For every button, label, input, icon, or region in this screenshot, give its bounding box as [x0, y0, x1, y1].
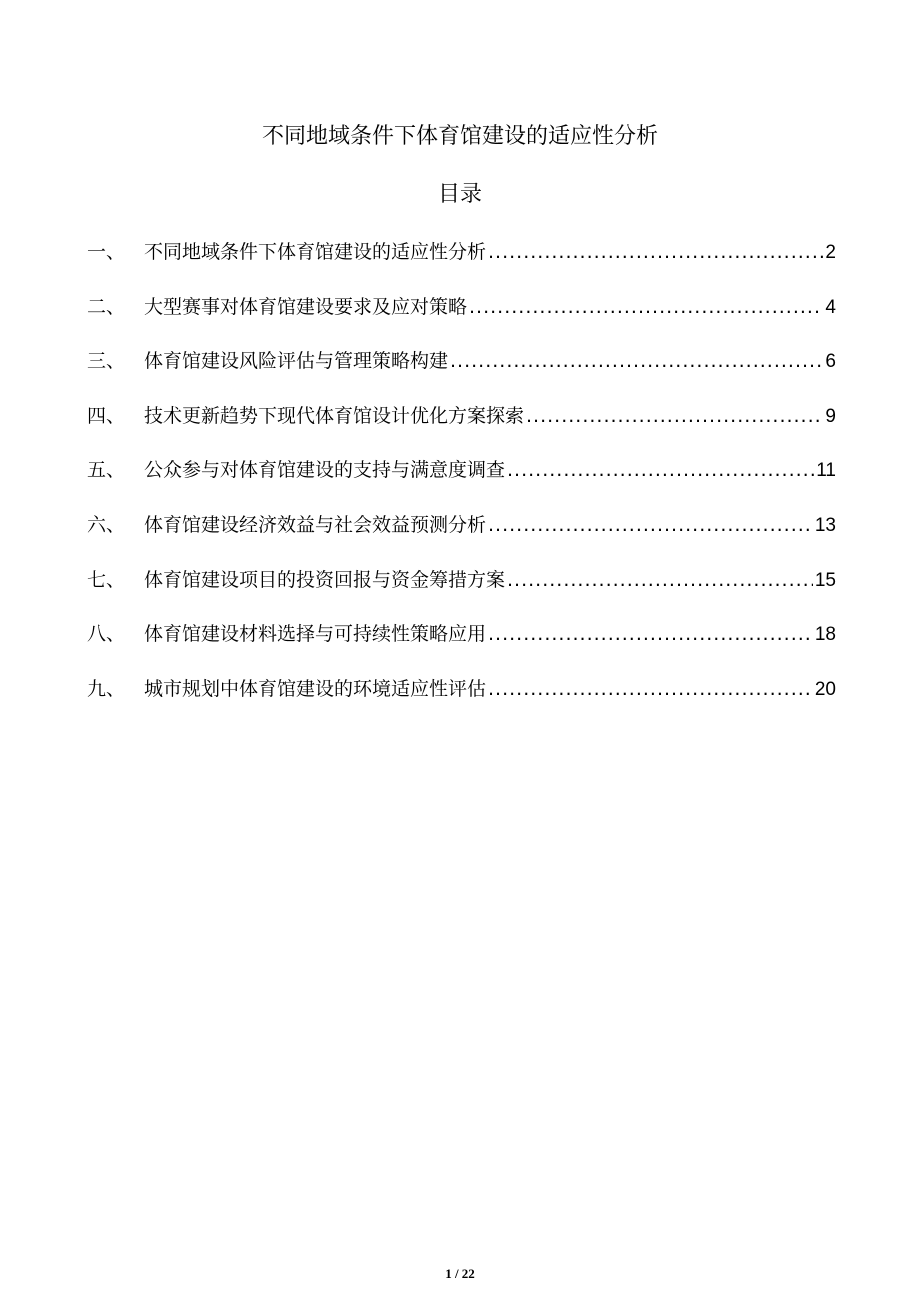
toc-entry-page: 18	[814, 624, 836, 646]
toc-entry-number: 七、	[87, 568, 126, 591]
toc-dot-leader	[488, 507, 813, 543]
toc-entry-page: 9	[825, 405, 836, 427]
page-number-footer: 1 / 22	[445, 1266, 475, 1281]
toc-entry-title: 公众参与对体育馆建设的支持与满意度调查	[144, 459, 506, 482]
toc-entry-number: 四、	[87, 404, 126, 427]
toc-entry-title: 体育馆建设材料选择与可持续性策略应用	[144, 623, 487, 646]
toc-entry-1[interactable]	[87, 234, 836, 270]
toc-entry-title: 不同地域条件下体育馆建设的适应性分析	[144, 241, 487, 263]
toc-entry-8[interactable]	[87, 616, 836, 652]
toc-dot-leader	[526, 398, 823, 434]
toc-heading: 目录	[437, 182, 482, 207]
toc-entry-number: 九、	[87, 677, 126, 700]
toc-entry-page: 11	[816, 460, 836, 482]
toc-entry-title: 体育馆建设项目的投资回报与资金筹措方案	[144, 568, 506, 591]
toc-entry-title: 城市规划中体育馆建设的环境适应性评估	[144, 677, 487, 700]
toc-entry-9[interactable]	[87, 671, 836, 707]
toc-entry-3[interactable]	[87, 343, 836, 379]
toc-entry-page: 2	[825, 242, 836, 263]
toc-dot-leader	[488, 671, 813, 707]
toc-entry-title: 体育馆建设经济效益与社会效益预测分析	[144, 513, 487, 536]
toc-entry-7[interactable]	[87, 562, 836, 598]
toc-dot-leader	[469, 289, 823, 325]
toc-entry-title: 大型赛事对体育馆建设要求及应对策略	[144, 295, 468, 318]
toc-entry-page: 20	[814, 678, 836, 700]
toc-entry-5[interactable]	[87, 452, 836, 488]
toc-entry-page: 15	[814, 569, 836, 591]
toc-dot-leader	[507, 562, 813, 598]
table-of-contents	[87, 234, 836, 725]
toc-entry-page: 4	[825, 296, 836, 318]
toc-entry-title: 体育馆建设风险评估与管理策略构建	[144, 350, 449, 373]
toc-dot-leader	[488, 616, 813, 652]
toc-entry-4[interactable]	[87, 398, 836, 434]
toc-entry-title: 技术更新趋势下现代体育馆设计优化方案探索	[144, 404, 525, 427]
toc-entry-number: 三、	[87, 350, 126, 373]
toc-dot-leader	[450, 343, 823, 379]
toc-entry-number: 八、	[87, 623, 126, 646]
toc-entry-number: 五、	[87, 459, 126, 482]
document-title: 不同地域条件下体育馆建设的适应性分析	[261, 124, 658, 149]
toc-entry-number: 六、	[87, 513, 126, 536]
toc-dot-leader	[507, 452, 814, 488]
toc-entry-number: 一、	[87, 241, 126, 263]
toc-entry-number: 二、	[87, 295, 126, 318]
toc-entry-page: 6	[825, 351, 836, 373]
toc-entry-6[interactable]	[87, 507, 836, 543]
toc-dot-leader	[488, 234, 823, 270]
toc-entry-2[interactable]	[87, 289, 836, 325]
toc-entry-page: 13	[814, 514, 836, 536]
